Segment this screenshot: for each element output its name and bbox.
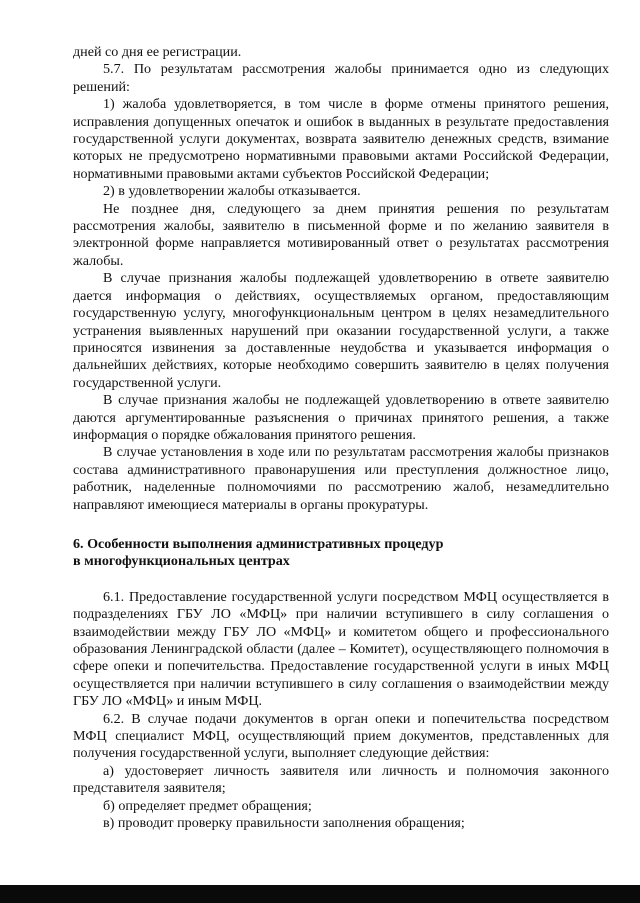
paragraph-6-2-item-a: а) удостоверяет личность заявителя или личность и полномочия законного представителя заявителя; — [73, 762, 609, 797]
spacer — [73, 514, 609, 536]
section-heading-line-2: в многофункциональных центрах — [73, 553, 290, 570]
paragraph-response-deadline: Не позднее дня, следующего за днем принятия решения по результатам рассмотрения жалобы, заявителю в письменной форме и по желанию заявителя в электронной форме направляется мотивированный ответ о результатах рассмотрения жалобы. — [73, 200, 609, 269]
paragraph-complaint-not-satisfied: В случае признания жалобы не подлежащей удовлетворению в ответе заявителю даются аргументированные разъяснения о причинах принятого решения, а также информация о порядке обжалования принятого решения. — [73, 392, 609, 443]
document-body — [73, 44, 609, 832]
paragraph-violation-found: В случае установления в ходе или по результатам рассмотрения жалобы признаков состава административного правонарушения или преступления должностное лицо, работник, наделенные полномочиями по рассмотрению жалоб, незамедлительно направляют имеющиеся материалы в органы прокуратуры. — [73, 444, 609, 513]
scan-edge-bar — [0, 885, 640, 903]
paragraph-5-7: 5.7. По результатам рассмотрения жалобы принимается одно из следующих решений: — [73, 61, 609, 95]
paragraph-complaint-satisfied: В случае признания жалобы подлежащей удовлетворению в ответе заявителю дается информация о действиях, осуществляемых органом, предоставляющим государственную услугу, многофункциональным центром в целях незамедлительного устранения выявленных нарушений при оказании государственной услуги, а также приносятся извинения за доставленные неудобства и указывается информация о дальнейших действиях, которые необходимо совершить заявителю в целях получения государственной услуги. — [73, 270, 609, 391]
section-heading-line-1: 6. Особенности выполнения административных процедур — [73, 535, 444, 552]
paragraph-continuation: дней со дня ее регистрации. — [73, 44, 242, 60]
spacer — [73, 571, 609, 589]
paragraph-6-2: 6.2. В случае подачи документов в орган опеки и попечительства посредством МФЦ специалист МФЦ, осуществляющий прием документов, представленных для получения государственной услуги, выполняет следующие действия: — [73, 710, 609, 762]
paragraph-6-2-item-b: б) определяет предмет обращения; — [103, 797, 312, 814]
paragraph-6-2-item-c: в) проводит проверку правильности заполнения обращения; — [103, 815, 465, 832]
paragraph-6-1: 6.1. Предоставление государственной услуги посредством МФЦ осуществляется в подразделениях ГБУ ЛО «МФЦ» при наличии вступившего в силу соглашения о взаимодействии между ГБУ ЛО «МФЦ» и комитетом общего и профессионального образования Ленинградской области (далее – Комитет), осуществляющего полномочия в сфере опеки и попечительства. Предоставление государственной услуги в иных МФЦ осуществляется при наличии вступившего в силу соглашения о взаимодействии между ГБУ ЛО «МФЦ» и иным МФЦ. — [73, 588, 609, 710]
paragraph-5-7-item-1: 1) жалоба удовлетворяется, в том числе в форме отмены принятого решения, исправления допущенных опечаток и ошибок в выданных в результате предоставления государственной услуги документах, возврата заявителю денежных средств, взимание которых не предусмотрено нормативными правовыми актами Российской Федерации, нормативными правовыми актами субъектов Российской Федерации; — [73, 96, 609, 182]
paragraph-5-7-item-2: 2) в удовлетворении жалобы отказывается. — [103, 183, 361, 200]
